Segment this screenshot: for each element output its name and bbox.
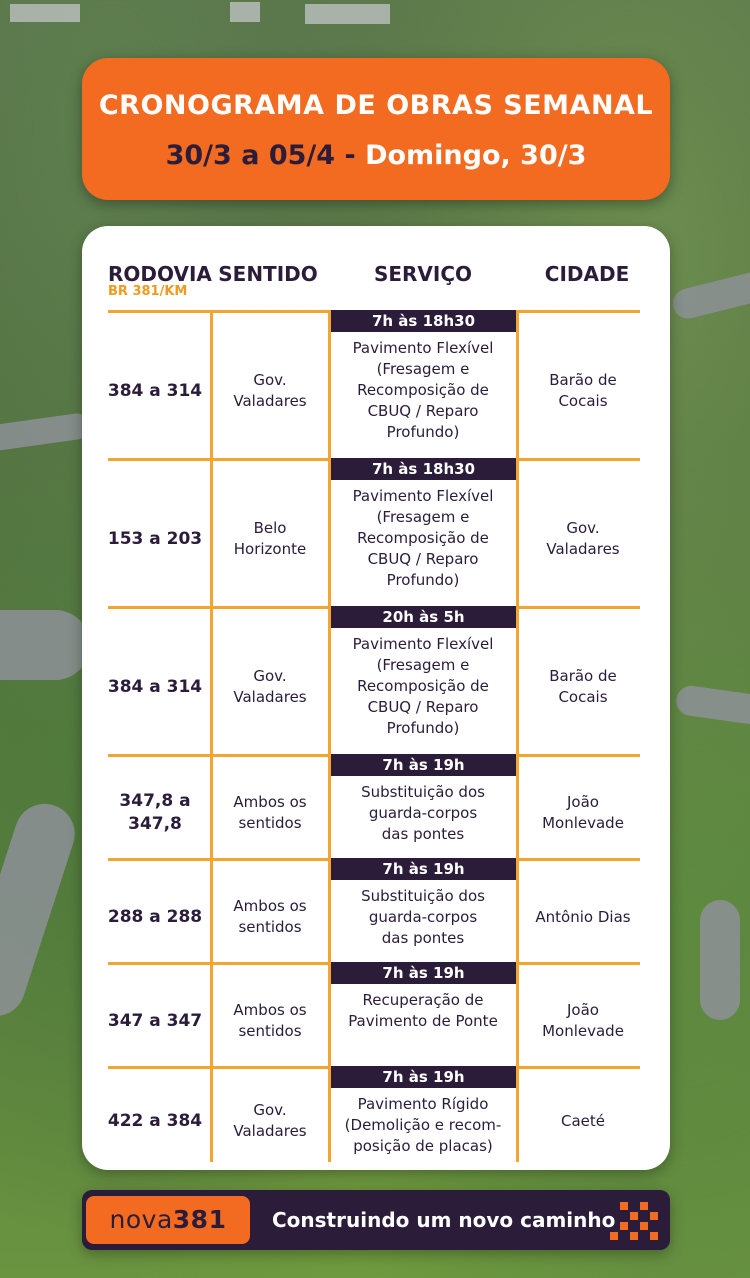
cell-line: Pavimento Flexível — [352, 635, 494, 653]
column-separator — [210, 461, 213, 606]
slogan: Construindo um novo caminho — [272, 1208, 616, 1232]
km-range — [102, 528, 208, 551]
cell-line: Pavimento de Ponte — [348, 1012, 498, 1030]
column-separator — [210, 861, 213, 962]
km-range — [102, 1110, 208, 1133]
time-badge: 20h às 5h — [331, 606, 516, 628]
service — [334, 782, 512, 845]
nova381-logo — [86, 1196, 250, 1244]
cell-line: Pavimento Flexível — [352, 339, 494, 357]
column-separator — [516, 609, 519, 754]
cell-line: Valadares — [233, 688, 307, 706]
cell-line: Recomposição de — [357, 529, 489, 547]
km-range — [102, 380, 208, 403]
footer-banner — [82, 1190, 670, 1250]
column-separator — [210, 609, 213, 754]
direction — [216, 370, 324, 412]
cell-line: posição de placas) — [353, 1137, 493, 1155]
column-header-servico: SERVIÇO — [373, 262, 473, 286]
header-dates: 30/3 a 05/4 - — [165, 140, 356, 171]
cell-line: 384 a 314 — [107, 676, 203, 697]
city — [522, 792, 644, 834]
km-range — [102, 790, 208, 836]
cell-line: 153 a 203 — [107, 528, 203, 549]
column-separator — [210, 757, 213, 858]
time-badge: 7h às 18h30 — [331, 458, 516, 480]
service — [334, 1094, 512, 1157]
city — [522, 666, 644, 708]
cell-line: (Fresagem e — [376, 508, 470, 526]
city — [522, 370, 644, 412]
cell-line: Gov. — [253, 667, 287, 685]
header-day: Domingo, 30/3 — [365, 140, 587, 171]
cell-line: Gov. — [253, 371, 287, 389]
cell-line: Barão de — [549, 371, 617, 389]
cell-line: Cocais — [558, 392, 608, 410]
cell-line: Gov. — [566, 519, 600, 537]
cell-line: Valadares — [233, 392, 307, 410]
cell-line: Pavimento Rígido — [357, 1095, 489, 1113]
service — [334, 634, 512, 739]
cell-line: 288 a 288 — [107, 906, 203, 927]
column-separator — [328, 609, 331, 754]
column-separator — [210, 313, 213, 458]
time-badge: 7h às 19h — [331, 754, 516, 776]
cell-line: Cocais — [558, 688, 608, 706]
service — [334, 338, 512, 443]
cell-line: João — [567, 793, 599, 811]
cell-line: Profundo) — [386, 423, 460, 441]
column-separator — [516, 1069, 519, 1162]
cell-line: sentidos — [238, 814, 302, 832]
time-badge: 7h às 19h — [331, 858, 516, 880]
cell-line: (Fresagem e — [376, 360, 470, 378]
column-separator — [328, 313, 331, 458]
direction — [216, 896, 324, 938]
cell-line: Substituição dos — [361, 783, 485, 801]
cell-line: Ambos os — [233, 897, 307, 915]
cell-line: Profundo) — [386, 571, 460, 589]
time-badge: 7h às 19h — [331, 1066, 516, 1088]
cell-line: Gov. — [253, 1101, 287, 1119]
column-separator — [516, 461, 519, 606]
city — [522, 518, 644, 560]
cell-line: Ambos os — [233, 793, 307, 811]
cell-line: guarda-corpos — [368, 908, 478, 926]
service — [334, 886, 512, 949]
header-subtitle — [82, 140, 670, 171]
cell-line: Substituição dos — [361, 887, 485, 905]
time-badge: 7h às 18h30 — [331, 310, 516, 332]
cell-line: 347,8 — [128, 814, 182, 834]
cell-line: Horizonte — [233, 540, 307, 558]
km-range — [102, 676, 208, 699]
logo-number: 381 — [172, 1205, 227, 1234]
time-badge: 7h às 19h — [331, 962, 516, 984]
direction — [216, 792, 324, 834]
cell-line: Recuperação de — [362, 991, 484, 1009]
cell-line: 384 a 314 — [107, 380, 203, 401]
schedule-header — [82, 58, 670, 200]
direction — [216, 666, 324, 708]
cell-line: CBUQ / Reparo — [367, 550, 479, 568]
cell-line: 347 a 347 — [107, 1010, 203, 1031]
cell-line: sentidos — [238, 918, 302, 936]
header-title: CRONOGRAMA DE OBRAS SEMANAL — [98, 90, 654, 121]
column-separator — [210, 1069, 213, 1162]
cell-line: 347,8 a — [119, 791, 191, 811]
cell-line: Ambos os — [233, 1001, 307, 1019]
service — [334, 486, 512, 591]
cell-line: CBUQ / Reparo — [367, 402, 479, 420]
cell-line: Recomposição de — [357, 381, 489, 399]
km-range — [102, 1010, 208, 1033]
column-header-rodovia-sub: BR 381/KM — [108, 284, 188, 299]
cell-line: CBUQ / Reparo — [367, 698, 479, 716]
city — [522, 1111, 644, 1132]
column-header-sentido: SENTIDO — [218, 262, 318, 286]
column-separator — [516, 757, 519, 858]
cell-line: (Fresagem e — [376, 656, 470, 674]
cell-line: sentidos — [238, 1022, 302, 1040]
cell-line: das pontes — [381, 825, 465, 843]
city — [522, 907, 644, 928]
column-separator — [516, 965, 519, 1066]
column-separator — [328, 461, 331, 606]
cell-line: Monlevade — [542, 814, 624, 832]
cell-line: Recomposição de — [357, 677, 489, 695]
cell-line: Valadares — [233, 1122, 307, 1140]
cell-line: Belo — [253, 519, 287, 537]
column-separator — [210, 965, 213, 1066]
cell-line: das pontes — [381, 929, 465, 947]
cell-line: guarda-corpos — [368, 804, 478, 822]
cell-line: Pavimento Flexível — [352, 487, 494, 505]
cell-line: João — [567, 1001, 599, 1019]
logo-word: nova — [109, 1205, 173, 1234]
schedule-table — [82, 226, 670, 1170]
direction — [216, 518, 324, 560]
cell-line: Barão de — [549, 667, 617, 685]
column-header-rodovia: RODOVIA — [108, 262, 212, 286]
service — [334, 990, 512, 1032]
cell-line: Profundo) — [386, 719, 460, 737]
city — [522, 1000, 644, 1042]
cell-line: Valadares — [546, 540, 620, 558]
column-separator — [516, 313, 519, 458]
direction — [216, 1100, 324, 1142]
cell-line: Antônio Dias — [535, 907, 631, 926]
cell-line: 422 a 384 — [107, 1110, 203, 1131]
direction — [216, 1000, 324, 1042]
km-range — [102, 906, 208, 929]
column-separator — [516, 861, 519, 962]
cell-line: (Demolição e recom- — [344, 1116, 502, 1134]
column-header-cidade: CIDADE — [544, 262, 630, 286]
cell-line: Monlevade — [542, 1022, 624, 1040]
cell-line: Caeté — [560, 1111, 605, 1130]
